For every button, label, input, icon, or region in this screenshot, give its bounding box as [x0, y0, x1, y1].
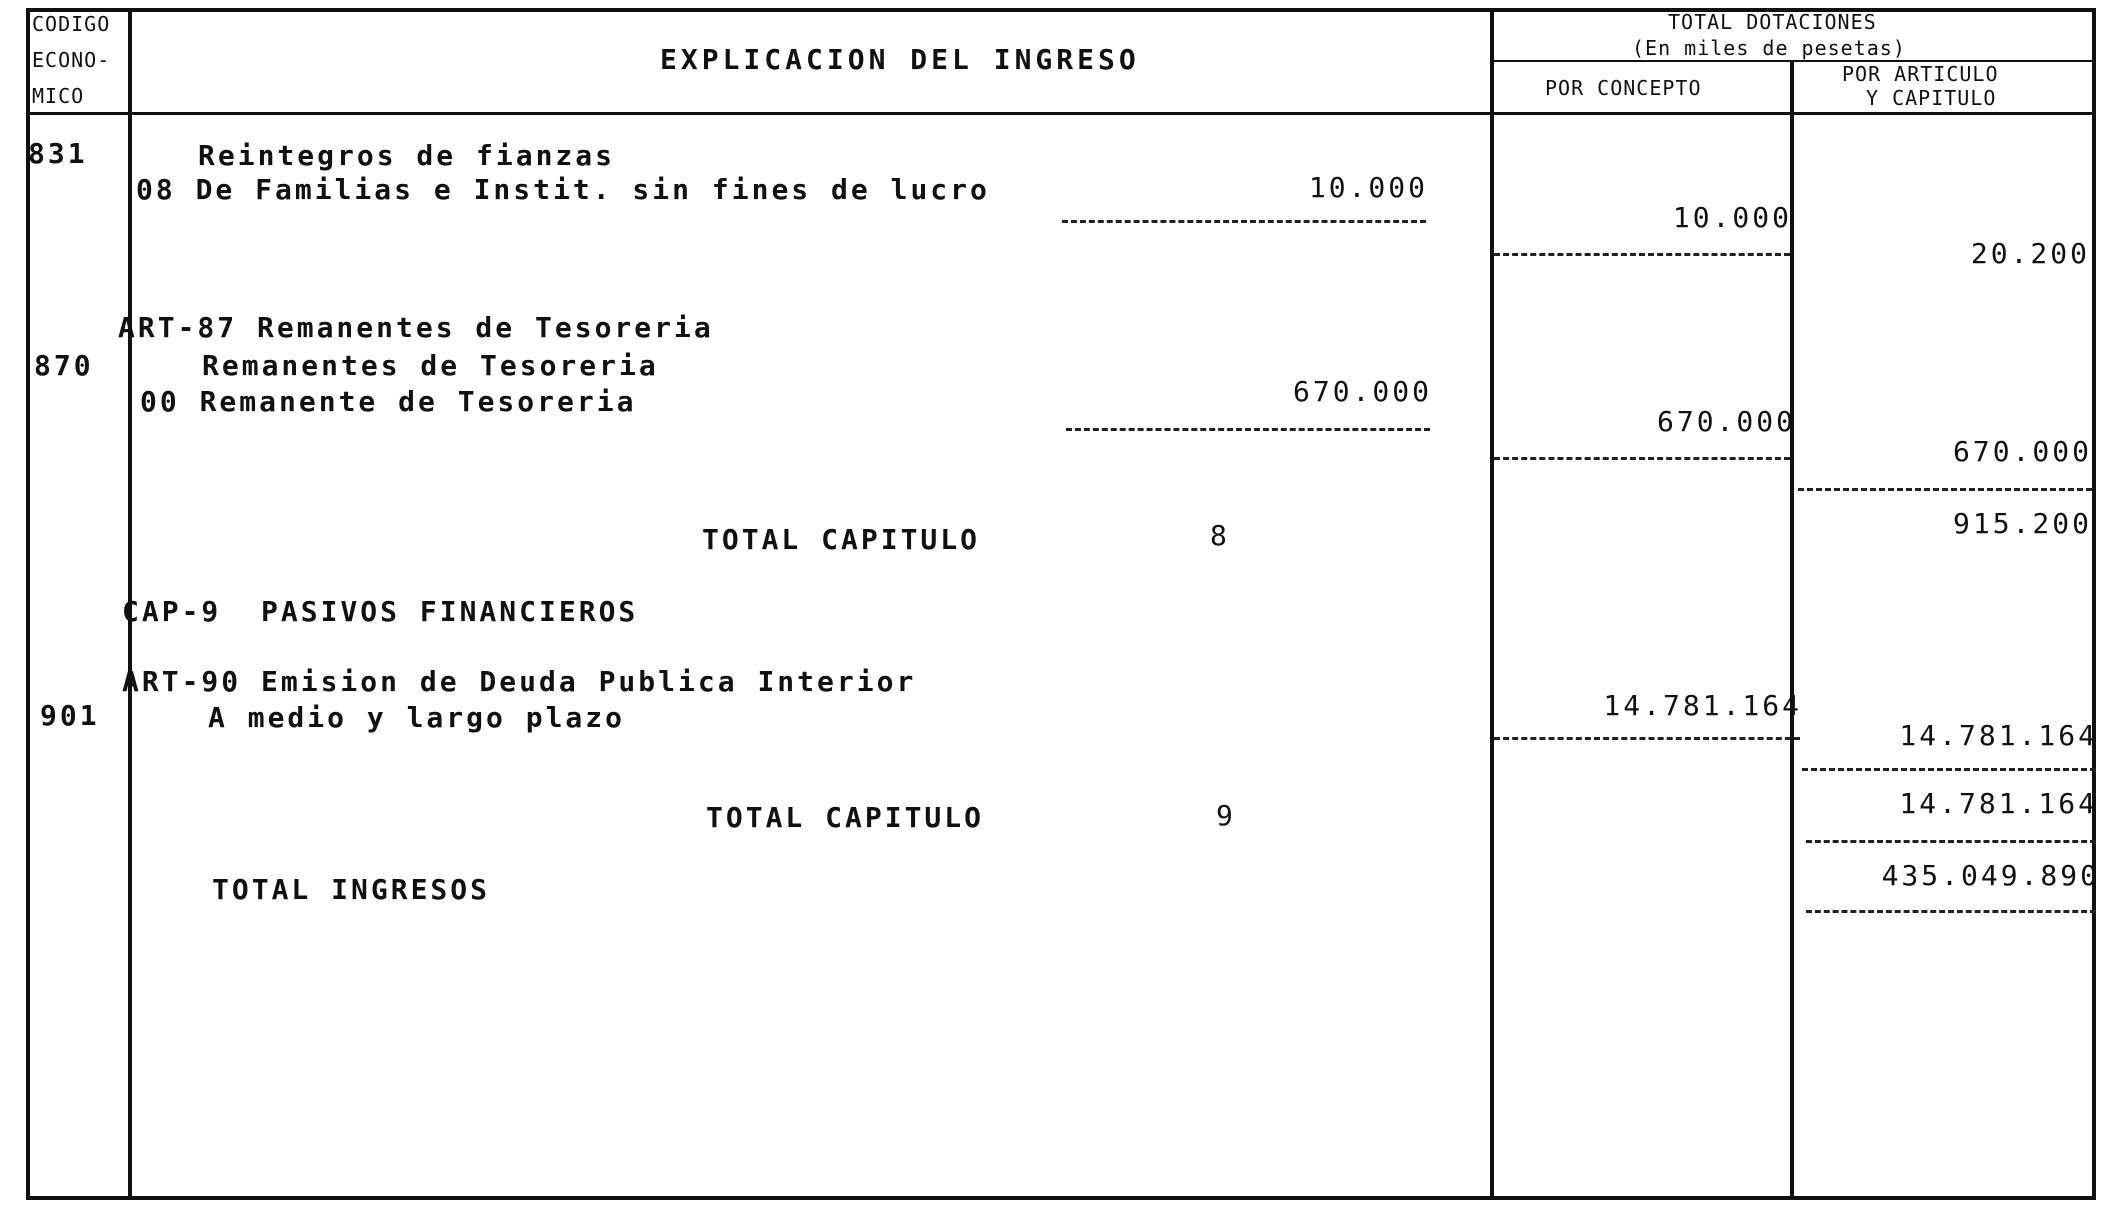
total-cap8-amount: 915.200	[1952, 507, 2092, 540]
code-901: 901	[40, 699, 100, 732]
total-ingresos-dash	[1806, 910, 2096, 913]
header-codigo-2: ECONO-	[32, 48, 111, 72]
header-en-miles: (En miles de pesetas)	[1632, 36, 1906, 60]
concepto-831: 10.000	[1672, 201, 1792, 234]
header-por-articulo-2: Y CAPITULO	[1866, 86, 1997, 110]
articulo-831: 20.200	[1970, 237, 2090, 270]
code-870: 870	[34, 349, 94, 382]
articulo-901: 14.781.164	[1899, 719, 2098, 752]
sub-831: 08 De Familias e Instit. sin fines de lucro	[136, 173, 990, 206]
col-divider-explicacion	[1490, 8, 1494, 1200]
header-por-concepto: POR CONCEPTO	[1545, 76, 1702, 100]
articulo-870-dash	[1798, 488, 2092, 491]
sub-870: 00 Remanente de Tesoreria	[140, 385, 637, 418]
header-codigo-3: MICO	[32, 84, 85, 108]
header-dotaciones-line	[1490, 60, 2096, 62]
concepto-870: 670.000	[1656, 405, 1796, 438]
total-cap8-label: TOTAL CAPITULO	[702, 523, 981, 556]
art-87: ART-87 Remanentes de Tesoreria	[118, 311, 714, 344]
total-cap8-num: 8	[1210, 519, 1230, 552]
header-codigo-1: CODIGO	[32, 12, 111, 36]
total-ingresos-amount: 435.049.890	[1881, 859, 2100, 892]
sub-870-dash	[1066, 428, 1430, 431]
articulo-870: 670.000	[1952, 435, 2092, 468]
desc-831: Reintegros de fianzas	[198, 139, 616, 172]
concepto-901: 14.781.164	[1603, 689, 1802, 722]
code-831: 831	[28, 137, 88, 170]
sub-831-amount: 10.000	[1308, 171, 1428, 204]
desc-901: A medio y largo plazo	[208, 701, 626, 734]
concepto-870-dash	[1494, 457, 1790, 460]
sub-870-amount: 670.000	[1292, 375, 1432, 408]
total-cap9-dash	[1806, 840, 2096, 843]
total-cap9-num: 9	[1216, 799, 1236, 832]
desc-870: Remanentes de Tesoreria	[202, 349, 659, 382]
total-cap9-amount: 14.781.164	[1899, 787, 2098, 820]
header-por-articulo-1: POR ARTICULO	[1842, 62, 1999, 86]
total-ingresos-label: TOTAL INGRESOS	[212, 873, 491, 906]
concepto-901-dash	[1494, 737, 1800, 740]
articulo-901-dash	[1802, 768, 2096, 771]
concepto-831-dash	[1494, 253, 1790, 256]
art-90: ART-90 Emision de Deuda Publica Interior	[122, 665, 917, 698]
header-explicacion: EXPLICACION DEL INGRESO	[660, 43, 1140, 76]
sub-831-dash	[1062, 220, 1426, 223]
header-total-dotaciones: TOTAL DOTACIONES	[1668, 10, 1877, 34]
total-cap9-label: TOTAL CAPITULO	[706, 801, 985, 834]
header-bottom-line	[26, 112, 2096, 115]
cap-9: CAP-9 PASIVOS FINANCIEROS	[122, 595, 639, 628]
